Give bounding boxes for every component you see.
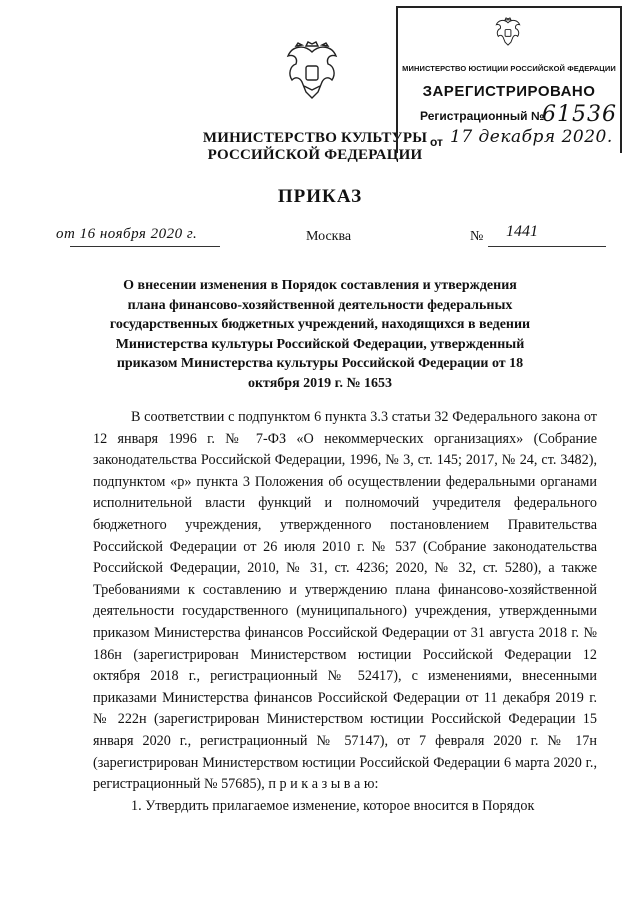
stamp-reg-number-value: 61536: [542, 102, 617, 127]
document-title: ПРИКАЗ: [277, 186, 363, 207]
stamp-coat-of-arms-icon: [493, 16, 523, 48]
ministry-line-1: МИНИСТЕРСТВО КУЛЬТУРЫ: [202, 130, 428, 146]
order-body: [93, 407, 597, 817]
body-paragraph-1: В соответствии с подпунктом 6 пункта 3.3 статьи 32 Федерального закона от 12 января 1996 г. № 7-ФЗ «О некоммерческих организациях» (Собрание законодательства Российской Федерации, 1996, № 3, ст. 145; 2017, № 24, ст. 3482), подпунктом «р» пункта 3 Положения об осуществлении федеральными органами исполнительной власти функций и полномочий учредителя федерального бюджетного учреждения, утвержденного постановлением Правительства Российской Федерации от 26 июля 2010 г. № 537 (Собрание законодательства Российской Федерации, 2010, № 31, ст. 4236; 2020, № 32, ст. 5280), а также Требованиями к составлению и утверждению плана финансово-хозяйственной деятельности государственного (муниципального) учреждения, утвержденными приказом Министерства финансов Российской Федерации от 31 августа 2018 г. № 186н (зарегистрирован Министерством юстиции Российской Федерации 12 октября 2018 г., регистрационный № 52417), с изменениями, внесенными приказами Министерства финансов Российской Федерации от 11 декабря 2019 г. № 222н (зарегистрирован Министерством юстиции Российской Федерации 15 января 2020 г., регистрационный № 57147), от 7 февраля 2020 г. № 17н (зарегистрирован Министерством юстиции Российской Федерации 6 марта 2020 г., регистрационный № 57685), п р и к а з ы в а ю:: [93, 409, 597, 793]
body-paragraph-2: 1. Утвердить прилагаемое изменение, которое вносится в Порядок: [131, 797, 535, 814]
city: Москва: [306, 229, 352, 244]
registration-stamp: [396, 6, 622, 153]
number-label: №: [470, 229, 484, 244]
coat-of-arms-icon: [282, 38, 342, 104]
order-date: от 16 ноября 2020 г.: [56, 226, 198, 242]
number-underline: [488, 246, 606, 247]
stamp-ministry: МИНИСТЕРСТВО ЮСТИЦИИ РОССИЙСКОЙ ФЕДЕРАЦИИ: [402, 64, 616, 73]
date-underline: [70, 246, 220, 247]
stamp-reg-number-label: Регистрационный №: [420, 109, 545, 123]
order-subject: О внесении изменения в Порядок составления и утверждения плана финансово-хозяйственной деятельности федеральных государственных бюджетных учреждений, находящихся в ведении Министерства культуры Российской Федерации, утвержденный приказом Министерства культуры Российской Федерации от 18 октября 2019 г. № 1653: [109, 278, 531, 391]
stamp-registered: ЗАРЕГИСТРИРОВАНО: [422, 83, 596, 100]
stamp-date-label: от: [430, 135, 443, 149]
order-number: 1441: [506, 223, 538, 240]
stamp-date-value: 17 декабря 2020.: [450, 127, 613, 147]
ministry-line-2: РОССИЙСКОЙ ФЕДЕРАЦИИ: [207, 147, 423, 163]
